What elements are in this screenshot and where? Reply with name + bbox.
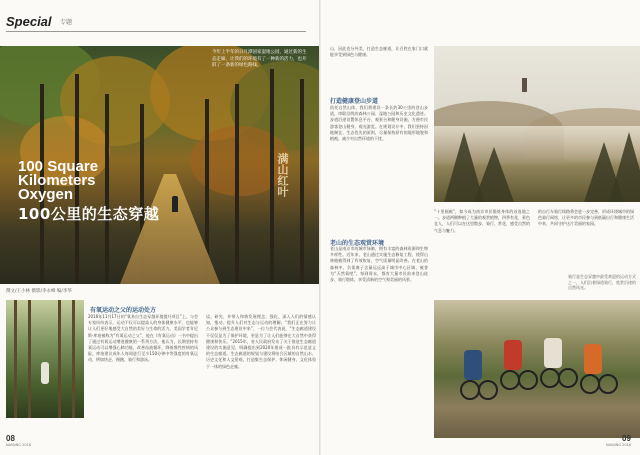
cyclist-caption: 骑行是生态穿越中最受欢迎的运动方式之一，人们沿着绿道骑行，欣赏沿途的自然风光。 xyxy=(568,274,636,291)
paragraph: 依托自然山体，我们将建设一条长约30公里的登山步道，串联沿线的森林公园、湿地公园和历史文化遗迹。步道沿途设置休息平台、观景台和健身设施，方便市民游客登山健身、观光游览。在规划设计中，我们坚持因地制宜、生态优先的原则，尽量保持原有的地形地貌和植被，减少对自然环境的干扰。 xyxy=(330,105,428,142)
runner-figure xyxy=(41,362,49,384)
paragraph: 的自行车骑行线路将会进一步完善，形成环绕城市的绿色骑行网络，让更多的市民参与到低碳出行和健康生活中来，共同守护这片美丽的家园。 xyxy=(538,209,634,227)
header-rule xyxy=(6,31,306,32)
left-column-1 xyxy=(88,314,198,436)
paragraph: “十里画廊”，如今成为南京市民锻炼身体的首选地之一。步道两侧种植了大量的观赏植物，四季有花，景色宜人，人们可以在这里散步、骑行、赏花，感受自然的气息与魅力。 xyxy=(434,209,530,233)
right-subhead-1: 打造健康登山步道 xyxy=(330,98,379,105)
section-subtitle: 专题 xyxy=(60,19,73,26)
inset-photo-runner xyxy=(6,300,84,418)
magazine-name-right: NANJING 2016 xyxy=(606,443,632,447)
hero-caption: 今年上半年的日月潭国家湿地公园，通过新的生态走廊，让我们的环境有了一种新的活力，也开辟了一条新的绿色路线。 xyxy=(212,50,307,68)
landscape-photo xyxy=(434,46,640,202)
right-column-1-top xyxy=(330,46,428,94)
right-subhead-2: 老山的生态观赏环境 xyxy=(330,240,385,247)
page-gutter xyxy=(319,0,321,455)
paragraph: 老山是南京市的城市绿肺，拥有丰富的森林资源和生物多样性。近年来，老山通过实施生态修复工程，使得山林植被得到了有效恢复，空气质量明显改善。在老山的森林中，负氧离子含量远远高于城市中心区域，被誉为“天然氧吧”。每到周末，都有大量市民前来登山徒步、骑行锻炼，享受清新的空气和美丽的风景。 xyxy=(330,246,428,283)
hilltop-tower xyxy=(522,78,527,92)
right-column-1 xyxy=(330,105,428,235)
right-column-3 xyxy=(538,209,634,271)
calligraphy-stamp: 满山红叶 xyxy=(276,153,289,197)
right-column-1b xyxy=(330,246,428,438)
paragraph: 2016年11月17日的“氧来自生态穿越环境提升项目”上，与会专家纷纷表示，运动不仅可以提高人的身体健康水平，也能够让人们更好地感受大自然的美好与生命的活力。美国学者肯尼斯·库珀被称为“有氧运动之父”，他在《有氧运动》一书中提出了通过有氧运动增进健康的一系列方法。他认为，长期坚持有氧运动可以增强心肺功能，改善血液循环，降低慢性疾病的风险。库珀建议成年人每周进行至少150分钟中等强度的有氧运动，例如快走、慢跑、骑行和游泳。 xyxy=(88,314,198,363)
magazine-name-left: NANJING 2016 xyxy=(6,443,32,447)
left-subhead: 有氧运动之父的运动处方 xyxy=(90,307,157,314)
section-title: Special xyxy=(6,14,52,29)
page-number-left: 08 xyxy=(6,434,15,443)
byline: 撰文/王小林 摄影/李永峰 编/李华 xyxy=(6,289,72,294)
page-number-right: 09 xyxy=(622,434,631,443)
left-column-2 xyxy=(206,314,316,436)
paragraph: 谈、研究、并带入和谐发展理念，强化、深入人们的情感认知，推动、提升人们对生态与运动的理解。“我们正在努力让公众参与到生态建设中来”，一位与会代表说，“生态廊道建设不仅仅是为了保护环境，更是为了让人们能够在大自然中获得健康和快乐。”2015年，省人民政府发布了关于推进生态廊道建设的实施意见，明确提出到2020年建成一批具有示范意义的生态廊道。生态廊道的规划与建设将结合区域的自然山水、历史文化和人文景观，打造集生态保护、休闲健身、文化体验于一体的绿色走廊。 xyxy=(206,314,316,369)
hero-title-cn: 100公里的生态穿越 xyxy=(18,205,160,223)
cyclists-photo xyxy=(434,300,640,438)
paragraph: 山，因此也分外美，打造生态廊道，让百姓在家门口就能享受到绿色与健康。 xyxy=(330,46,428,58)
hero-title-en: 100 Square Kilometers Oxygen xyxy=(18,158,99,203)
walking-person xyxy=(172,196,178,212)
right-column-2 xyxy=(434,209,530,293)
